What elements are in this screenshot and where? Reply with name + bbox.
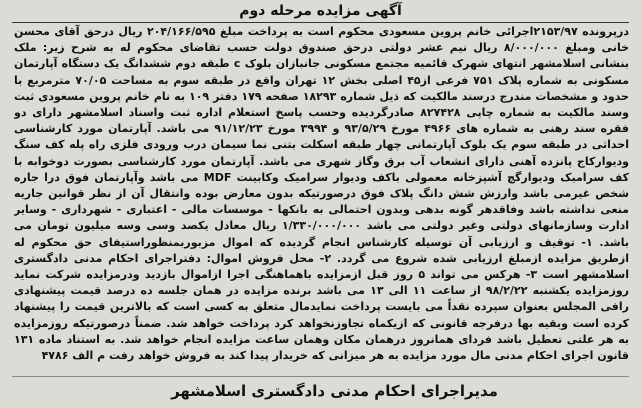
footer-divider	[12, 376, 629, 377]
notice-footer	[40, 378, 629, 404]
notice-body: درپرونده ۲۱۵۳/۹۷اجرائی خانم پروین مسعودی محکوم است به پرداخت مبلغ ۲۰۴/۱۶۶/۵۹۵ ریال درحق آقای محسن خانی ومبلغ ۸/۰۰۰/۰۰۰ ریال نیم عشر دولتی درحق صندوق دولت حسب تقاضای محکوم له به شرح زیر: ملک بنشانی اسلامشهر انتهای شهرک قائمیه مجتمع مسکونی جانبازان بلوک c طبقه دوم ششدانگ یک دستگاه آپارتمان مسکونی به شماره پلاک ۷۵۱ فرعی از۴۵ اصلی بخش ۱۲ تهران واقع در طبقه سوم به مساحت ۷۰/۰۵ مترمربع با حدود و مشخصات مندرج درسند مالکیت که ذیل شماره ۱۸۲۹۳ صفحه ۱۷۹ دفتر ۱۰۹ به نام خانم پروین مسعودی ثبت وسند مالکیت به شماره چاپی ۸۲۷۴۲۸ صادرگردیده وحسب پاسخ استعلام اداره ثبت واسناد اسلامشهر دارای دو فقره سند رهنی به شماره های ۴۹۶۶ مورخ ۹۳/۵/۲۹ و ۳۹۹۴ مورخ ۹۱/۱۲/۲۳ می باشد. آپارتمان مورد کارشناسی احداثی در طبقه سوم یک بلوک آپارتمانی چهار طبقه اسکلت بتنی نما سیمان درب ورودی فلزی راه پله کف سنگ ودیوارکاج پانزده آهنی دارای انشعاب آب برق وگاز شهری می باشد. آپارتمان مورد کارشناسی بصورت دوخوابه با کف سرامیک ودیوارگچ آشپزخانه معمولی باکف ودیوار سرامیک وکابینت MDF می باشد وآپارتمان فوق درا جاره شخص غیرمی باشد وارزش شش دانگ پلاک فوق درصورتیکه بدون معارض بوده وانتقال آن از نظر قوانین جاریه منعی نداشته باشد وفاقدهر گونه بدهی وبدون احتمالی به بانکها - موسسات مالی - اعتباری - شهرداری - وسایر ادارت وسازمانهای دولتی وغیر دولتی می باشد ۱/۳۳۰/۰۰۰/۰۰۰ ریال معادل یکصد وسی وسه میلیون تومان می باشد. ۱- توقیف و ارزیابی آن توسیله کارشناس انجام گردیده که اموال مزبوربمنظوراستیفای حق محکوم له ازطریق مزایده ازمبلغ ارزیابی شده شروع می گردد. ۲- محل فروش اموال: دفتراجرای احکام مدنی دادگستری اسلامشهر است ۳- هرکس می تواند ۵ روز قبل ازمزایده باهماهنگی اجرا ازاموال بازدید ودرمزایده شرکت نماید روزمزایده یکشنبه ۹۸/۲/۲۲ از ساعت ۱۱ الی ۱۳ می باشد برنده مزایده در همان جلسه ده درصد قیمت پیشنهادی رافی المجلس بعنوان سپرده نقداً می بایست پرداخت نمایدمال متعلق به کسی است که بالاترین قیمت را پیشنهاد کرده است وبقیه بها درفرجه قانونی که ازیکماه تجاوزنخواهد کرد پرداخت خواهد شد. ضمناً درصورتیکه روزمزایده به هر علتی تعطیل باشد فردای همانروز درهمان مکان وهمان ساعت مزایده انجام خواهد شد. به استناد ماده ۱۳۱ قانون اجرای احکام مدنی مال مورد مزایده به هر میزانی که خریدار پیدا کند به فروش خواهد رفت م الف ۴۷۸۶	[14, 25, 629, 363]
issuer-signature: مدیراجرای احکام مدنی دادگستری اسلامشهر	[171, 382, 498, 400]
notice-header	[12, 0, 629, 23]
notice-title: آگهی مزایده مرحله دوم	[239, 3, 402, 19]
